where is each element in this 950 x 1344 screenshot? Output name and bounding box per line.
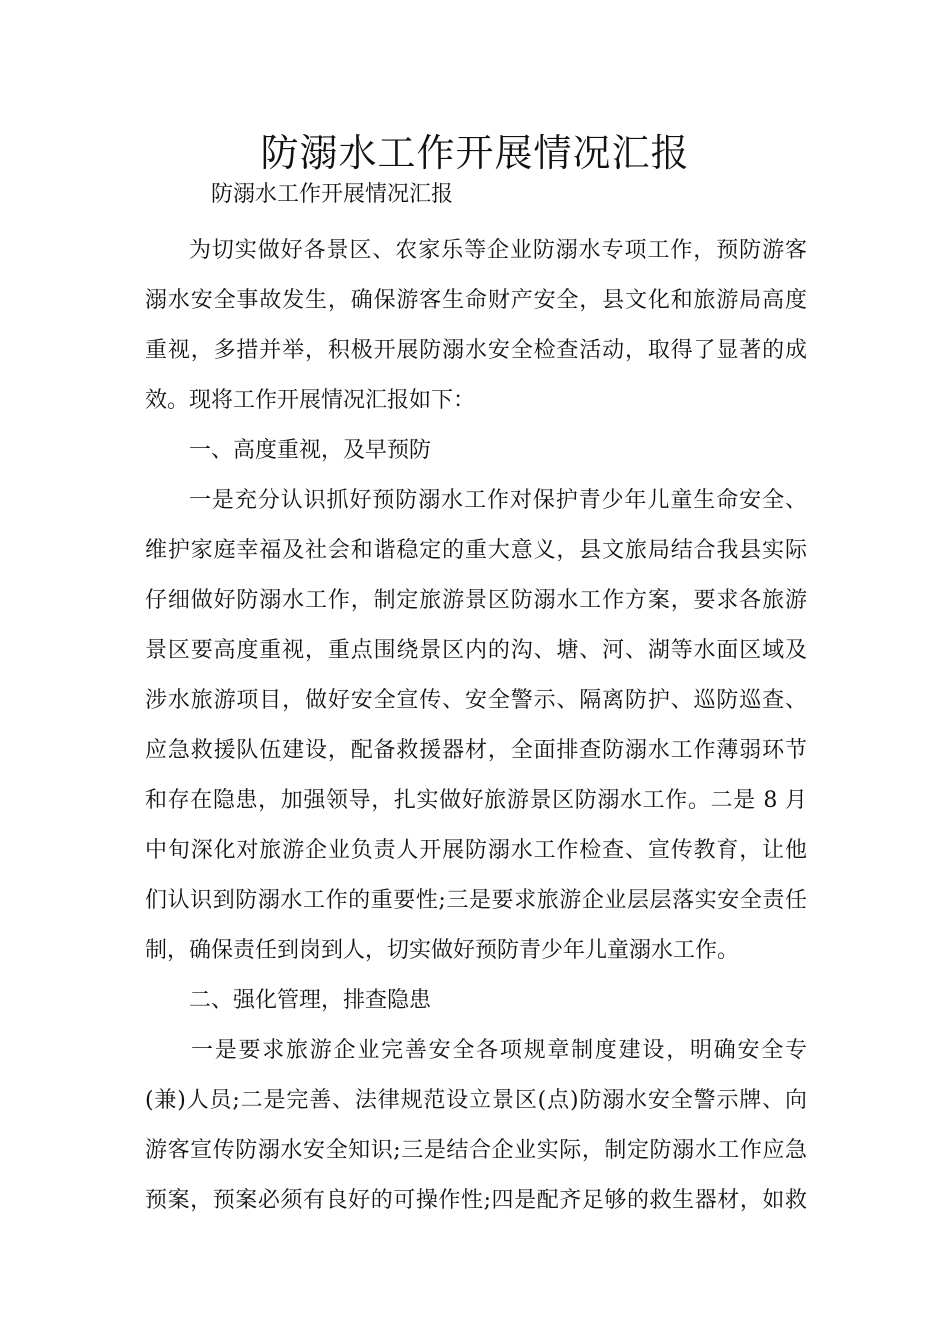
paragraph-line: 仔细做好防溺水工作，制定旅游景区防溺水工作方案，要求各旅游 [145, 588, 807, 613]
paragraph-line: 重视，多措并举，积极开展防溺水安全检查活动，取得了显著的成 [145, 338, 807, 363]
paragraph-line: 游客宣传防溺水安全知识;三是结合企业实际，制定防溺水工作应急 [145, 1138, 807, 1163]
paragraph-line: 景区要高度重视，重点围绕景区内的沟、塘、河、湖等水面区域及 [145, 638, 807, 663]
paragraph-line: 效。现将工作开展情况汇报如下： [145, 388, 476, 413]
document-title: 防溺水工作开展情况汇报 [260, 131, 690, 175]
paragraph-line: 们认识到防溺水工作的重要性;三是要求旅游企业层层落实安全责任 [145, 888, 807, 913]
paragraph-line: 中旬深化对旅游企业负责人开展防溺水工作检查、宣传教育，让他 [145, 838, 807, 863]
paragraph-line: 一是要求旅游企业完善安全各项规章制度建设，明确安全专 [191, 1038, 807, 1063]
paragraph-line: 为切实做好各景区、农家乐等企业防溺水专项工作，预防游客 [189, 238, 807, 263]
paragraph-line: (兼)人员;二是完善、法律规范设立景区(点)防溺水安全警示牌、向 [145, 1088, 807, 1113]
paragraph-line: 维护家庭幸福及社会和谐稳定的重大意义，县文旅局结合我县实际 [145, 538, 807, 563]
paragraph-line: 制，确保责任到岗到人，切实做好预防青少年儿童溺水工作。 [145, 938, 740, 963]
document-subtitle: 防溺水工作开展情况汇报 [211, 182, 454, 207]
section-heading: 二、强化管理，排查隐患 [189, 988, 432, 1013]
paragraph-line: 一是充分认识抓好预防溺水工作对保护青少年儿童生命安全、 [189, 488, 807, 513]
section-heading: 一、高度重视，及早预防 [189, 438, 432, 463]
paragraph-line: 应急救援队伍建设，配备救援器材，全面排查防溺水工作薄弱环节 [145, 738, 807, 763]
paragraph-line: 溺水安全事故发生，确保游客生命财产安全，县文化和旅游局高度 [145, 288, 807, 313]
paragraph-line: 涉水旅游项目，做好安全宣传、安全警示、隔离防护、巡防巡查、 [145, 688, 807, 713]
paragraph-line: 预案，预案必须有良好的可操作性;四是配齐足够的救生器材，如救 [145, 1188, 807, 1213]
paragraph-line: 和存在隐患，加强领导，扎实做好旅游景区防溺水工作。二是 8 月 [145, 788, 807, 813]
